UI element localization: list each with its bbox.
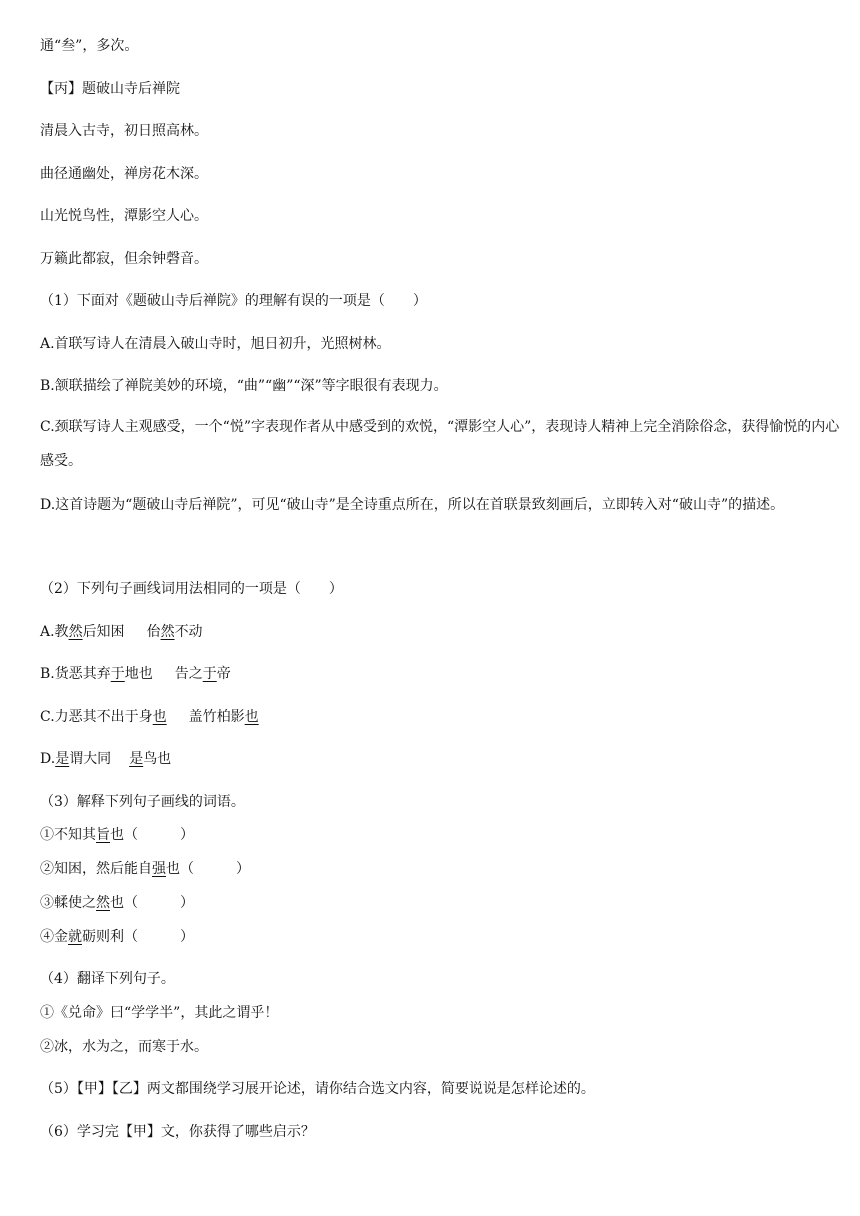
q1-option-a: A.首联写诗人在清晨入破山寺时，旭日初升，光照树林。 [40, 336, 391, 352]
question-3-stem: （3）解释下列句子画线的词语。 [40, 794, 245, 810]
q2-option-a [40, 622, 840, 642]
q2-option-d [40, 749, 840, 769]
question-2-stem: （2）下列句子画线词用法相同的一项是（ ） [40, 581, 343, 597]
underlined-word: 然 [160, 624, 175, 640]
text: C.力恶其不出于身 [40, 709, 153, 725]
underlined-word: 于 [110, 666, 125, 682]
underlined-word: 也 [244, 709, 259, 725]
text: ①不知其 [40, 827, 96, 843]
question-6: （6）学习完【甲】文，你获得了哪些启示？ [40, 1124, 315, 1140]
text: 也（ ） [166, 861, 250, 877]
text: D. [40, 751, 56, 767]
q1-option-d: D.这首诗题为“题破山寺后禅院”，可见“破山寺”是全诗重点所在，所以在首联景致刻画后，立即转入对“破山寺”的描述。 [40, 497, 785, 513]
text: ③輮使之 [40, 895, 96, 911]
question-5: （5）【甲】【乙】两文都围绕学习展开论述，请你结合选文内容，简要说说是怎样论述的。 [40, 1081, 595, 1097]
underlined-word: 旨 [96, 827, 110, 843]
poem-line: 山光悦鸟性，潭影空人心。 [40, 208, 208, 224]
text: 盖竹柏影 [188, 709, 245, 725]
q4-sentence: ②冰，水为之，而寒于水。 [40, 1039, 208, 1055]
text: 后知困 [82, 624, 125, 640]
underlined-word: 强 [152, 861, 166, 877]
text: 也（ ） [110, 827, 194, 843]
text: A.教 [40, 624, 69, 640]
q3-item [40, 859, 840, 879]
poem-line: 清晨入古寺，初日照高林。 [40, 123, 208, 139]
poem-line: 曲径通幽处，禅房花木深。 [40, 166, 208, 182]
underlined-word: 也 [152, 709, 167, 725]
text: 佁 [146, 624, 161, 640]
text: ④金 [40, 929, 68, 945]
text: 帝 [216, 666, 231, 682]
q3-item [40, 893, 840, 913]
underlined-word: 然 [96, 895, 110, 911]
text: 鸟也 [143, 751, 172, 767]
underlined-word: 就 [68, 929, 82, 945]
underlined-word: 然 [68, 624, 83, 640]
text: 也（ ） [110, 895, 194, 911]
text: 不动 [174, 624, 203, 640]
underlined-word: 是 [129, 751, 144, 767]
text: ②知困，然后能自 [40, 861, 152, 877]
question-1-stem: （1）下面对《题破山寺后禅院》的理解有误的一项是（ ） [40, 293, 427, 309]
text: 谓大同 [69, 751, 112, 767]
poem-title: 【丙】题破山寺后禅院 [40, 81, 180, 97]
question-4-stem: （4）翻译下列句子。 [40, 971, 175, 987]
q1-option-b: B.颔联描绘了禅院美妙的环境，“曲”“幽”“深”等字眼很有表现力。 [40, 378, 448, 394]
q1-option-c: C.颈联写诗人主观感受，一个“悦”字表现作者从中感受到的欢悦，“潭影空人心”，表现诗人精神上完全消除俗念，获得愉悦的内心感受。 [40, 419, 840, 469]
q2-option-c [40, 707, 840, 727]
text: 告之 [174, 666, 203, 682]
intro-line: 通“叁”，多次。 [40, 38, 139, 54]
text: 地也 [124, 666, 153, 682]
q4-sentence: ①《兑命》曰“学学半”，其此之谓乎！ [40, 1005, 279, 1021]
q3-item [40, 825, 840, 845]
underlined-word: 是 [55, 751, 70, 767]
underlined-word: 于 [202, 666, 217, 682]
text: 砺则利（ ） [82, 929, 194, 945]
text: B.货恶其弃 [40, 666, 111, 682]
poem-line: 万籁此都寂，但余钟磬音。 [40, 251, 208, 267]
q3-item [40, 927, 840, 947]
q2-option-b [40, 664, 840, 684]
